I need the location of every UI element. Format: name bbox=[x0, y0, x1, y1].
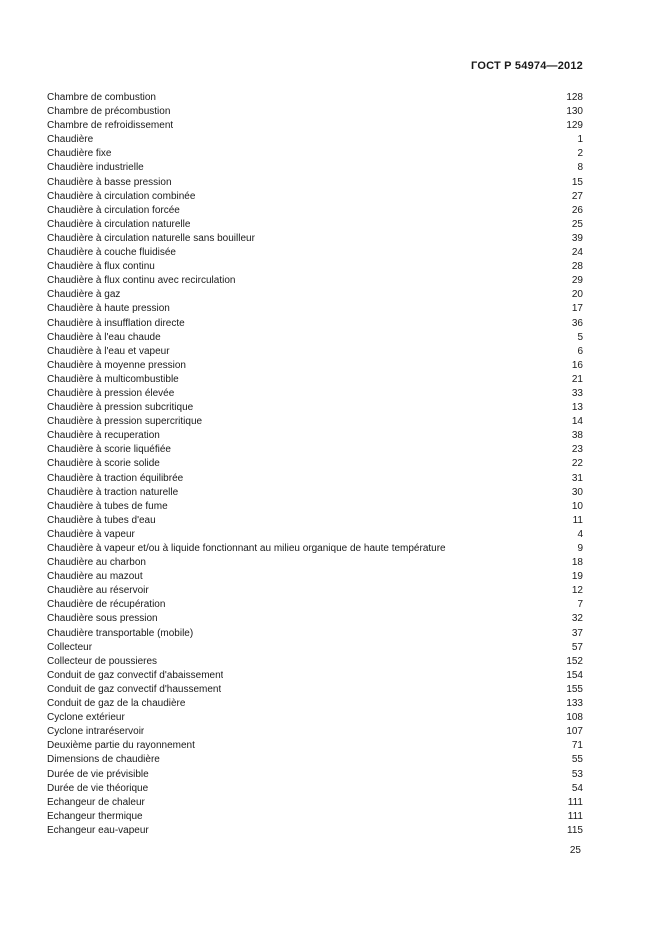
index-term: Chambre de précombustion bbox=[47, 106, 171, 118]
index-number: 16 bbox=[571, 359, 583, 371]
index-term: Chaudière à vapeur et/ou à liquide fonctionnant au milieu organique de haute température bbox=[47, 543, 446, 554]
index-term: Chambre de combustion bbox=[47, 92, 156, 103]
index-number: 108 bbox=[566, 712, 583, 724]
index-entry bbox=[47, 796, 583, 810]
index-entry bbox=[47, 768, 583, 782]
index-term: Cyclone extérieur bbox=[47, 712, 125, 724]
index-term: Chambre de refroidissement bbox=[47, 120, 174, 132]
index-term: Chaudière à basse pression bbox=[47, 176, 172, 188]
index-number: 18 bbox=[571, 557, 583, 569]
index-term: Chaudière à traction naturelle bbox=[47, 486, 179, 498]
index-term: Dimensions de chaudière bbox=[47, 754, 160, 766]
index-number: 23 bbox=[571, 444, 583, 456]
index-number: 11 bbox=[572, 514, 583, 526]
index-entry bbox=[47, 387, 583, 401]
index-entry bbox=[47, 204, 583, 218]
index-number: 31 bbox=[571, 472, 583, 484]
index-term: Chaudière de récupération bbox=[47, 599, 166, 611]
index-term: Chaudière à l'eau chaude bbox=[47, 331, 161, 343]
index-number: 10 bbox=[571, 500, 583, 512]
index-term: Chaudière au charbon bbox=[47, 557, 146, 569]
index-term: Collecteur bbox=[47, 641, 93, 653]
index-entry bbox=[47, 669, 583, 683]
index-entry bbox=[47, 401, 583, 415]
standard-header: ГОСТ Р 54974—2012 bbox=[471, 60, 583, 72]
index-number: 133 bbox=[566, 698, 583, 710]
index-term: Chaudière fixe bbox=[47, 148, 112, 160]
index-term: Conduit de gaz de la chaudière bbox=[47, 698, 186, 710]
index-number: 5 bbox=[577, 331, 583, 343]
index-entry bbox=[47, 302, 583, 316]
index-number: 57 bbox=[571, 641, 583, 653]
index-entry bbox=[47, 161, 583, 175]
index-entry bbox=[47, 528, 583, 542]
index-entry bbox=[47, 612, 583, 626]
index-term: Chaudière à l'eau et vapeur bbox=[47, 345, 170, 357]
alphabetical-index bbox=[47, 91, 583, 838]
index-entry bbox=[47, 556, 583, 570]
index-entry bbox=[47, 655, 583, 669]
index-number: 111 bbox=[567, 796, 583, 808]
index-entry bbox=[47, 753, 583, 767]
index-term: Chaudière à pression supercritique bbox=[47, 416, 203, 428]
index-entry bbox=[47, 472, 583, 486]
index-entry bbox=[47, 711, 583, 725]
index-number: 24 bbox=[571, 247, 583, 259]
index-term: Cyclone intraréservoir bbox=[47, 726, 145, 738]
index-term: Chaudière à scorie liquéfiée bbox=[47, 444, 171, 456]
index-entry bbox=[47, 91, 583, 105]
index-entry bbox=[47, 415, 583, 429]
index-number: 55 bbox=[571, 754, 583, 766]
index-entry bbox=[47, 683, 583, 697]
index-number: 33 bbox=[571, 387, 583, 399]
index-term: Chaudière à circulation combinée bbox=[47, 190, 196, 202]
index-number: 13 bbox=[571, 402, 583, 414]
index-term: Chaudière à flux continu avec recirculation bbox=[47, 275, 236, 287]
index-number: 28 bbox=[571, 261, 583, 273]
index-number: 154 bbox=[566, 669, 583, 681]
index-term: Collecteur de poussieres bbox=[47, 655, 158, 667]
index-term: Durée de vie prévisible bbox=[47, 768, 149, 780]
index-number: 9 bbox=[577, 543, 583, 554]
index-term: Echangeur thermique bbox=[47, 810, 143, 822]
index-number: 14 bbox=[571, 416, 583, 428]
index-entry bbox=[47, 105, 583, 119]
index-term: Durée de vie théorique bbox=[47, 782, 149, 794]
index-number: 22 bbox=[571, 458, 583, 470]
index-number: 27 bbox=[571, 190, 583, 202]
index-entry bbox=[47, 331, 583, 345]
index-number: 29 bbox=[571, 275, 583, 287]
index-number: 155 bbox=[566, 683, 583, 695]
index-term: Chaudière à pression élevée bbox=[47, 387, 175, 399]
index-entry bbox=[47, 598, 583, 612]
index-term: Chaudière à pression subcritique bbox=[47, 402, 194, 414]
index-entry bbox=[47, 176, 583, 190]
index-entry bbox=[47, 274, 583, 288]
index-number: 12 bbox=[571, 585, 583, 597]
index-entry bbox=[47, 359, 583, 373]
index-entry bbox=[47, 584, 583, 598]
index-term: Chaudière à recuperation bbox=[47, 430, 160, 442]
index-number: 19 bbox=[571, 571, 583, 583]
index-entry bbox=[47, 119, 583, 133]
index-number: 36 bbox=[571, 317, 583, 329]
index-term: Chaudière à gaz bbox=[47, 289, 121, 301]
index-entry bbox=[47, 317, 583, 331]
index-entry bbox=[47, 190, 583, 204]
index-term: Chaudière à scorie solide bbox=[47, 458, 160, 470]
index-entry bbox=[47, 542, 583, 556]
index-term: Deuxième partie du rayonnement bbox=[47, 740, 195, 752]
index-entry bbox=[47, 627, 583, 641]
index-number: 130 bbox=[566, 106, 583, 118]
index-number: 32 bbox=[571, 613, 583, 625]
index-entry bbox=[47, 725, 583, 739]
index-term: Chaudière à tubes de fume bbox=[47, 500, 168, 512]
index-entry bbox=[47, 373, 583, 387]
index-number: 39 bbox=[571, 232, 583, 244]
index-term: Conduit de gaz convectif d'haussement bbox=[47, 683, 222, 695]
index-term: Chaudière sous pression bbox=[47, 613, 158, 625]
index-number: 26 bbox=[571, 204, 583, 216]
index-entry bbox=[47, 429, 583, 443]
index-entry bbox=[47, 288, 583, 302]
index-number: 152 bbox=[566, 655, 583, 667]
index-number: 30 bbox=[571, 486, 583, 498]
index-number: 54 bbox=[571, 782, 583, 794]
index-term: Chaudière à haute pression bbox=[47, 303, 170, 315]
index-number: 8 bbox=[577, 162, 583, 174]
index-entry bbox=[47, 232, 583, 246]
index-term: Echangeur de chaleur bbox=[47, 796, 145, 808]
index-term: Chaudière bbox=[47, 134, 94, 146]
index-number: 21 bbox=[571, 373, 583, 385]
index-entry bbox=[47, 147, 583, 161]
index-number: 25 bbox=[571, 218, 583, 230]
index-number: 128 bbox=[566, 92, 583, 103]
index-entry bbox=[47, 810, 583, 824]
index-number: 71 bbox=[571, 740, 583, 752]
index-term: Chaudière à moyenne pression bbox=[47, 359, 186, 371]
index-number: 4 bbox=[577, 528, 583, 540]
index-term: Chaudière à circulation naturelle sans bouilleur bbox=[47, 232, 255, 244]
index-term: Chaudière à circulation naturelle bbox=[47, 218, 191, 230]
index-term: Chaudière à traction équilibrée bbox=[47, 472, 184, 484]
index-entry bbox=[47, 133, 583, 147]
index-entry bbox=[47, 824, 583, 838]
index-number: 115 bbox=[567, 824, 583, 836]
index-term: Chaudière au réservoir bbox=[47, 585, 149, 597]
index-entry bbox=[47, 500, 583, 514]
index-number: 129 bbox=[566, 120, 583, 132]
index-entry bbox=[47, 457, 583, 471]
index-term: Chaudière industrielle bbox=[47, 162, 144, 174]
page-number: 25 bbox=[569, 845, 581, 856]
index-entry bbox=[47, 345, 583, 359]
index-entry bbox=[47, 782, 583, 796]
index-term: Chaudière à tubes d'eau bbox=[47, 514, 156, 526]
index-term: Chaudière transportable (mobile) bbox=[47, 627, 194, 639]
index-entry bbox=[47, 486, 583, 500]
index-term: Chaudière à couche fluidisée bbox=[47, 247, 176, 259]
index-number: 17 bbox=[571, 303, 583, 315]
index-number: 1 bbox=[577, 134, 583, 146]
index-number: 53 bbox=[571, 768, 583, 780]
index-term: Chaudière à insufflation directe bbox=[47, 317, 185, 329]
index-entry bbox=[47, 218, 583, 232]
index-number: 37 bbox=[571, 627, 583, 639]
index-number: 111 bbox=[567, 810, 583, 822]
index-number: 2 bbox=[577, 148, 583, 160]
index-term: Chaudière à circulation forcée bbox=[47, 204, 180, 216]
index-entry bbox=[47, 246, 583, 260]
index-term: Chaudière à vapeur bbox=[47, 528, 135, 540]
index-entry bbox=[47, 260, 583, 274]
index-number: 107 bbox=[566, 726, 583, 738]
index-entry bbox=[47, 641, 583, 655]
index-entry bbox=[47, 514, 583, 528]
index-term: Echangeur eau-vapeur bbox=[47, 824, 149, 836]
index-term: Chaudière au mazout bbox=[47, 571, 143, 583]
index-number: 20 bbox=[571, 289, 583, 301]
index-entry bbox=[47, 697, 583, 711]
index-term: Chaudière à multicombustible bbox=[47, 373, 179, 385]
index-entry bbox=[47, 570, 583, 584]
index-term: Chaudière à flux continu bbox=[47, 261, 155, 273]
index-number: 38 bbox=[571, 430, 583, 442]
index-entry bbox=[47, 739, 583, 753]
index-term: Conduit de gaz convectif d'abaissement bbox=[47, 669, 224, 681]
index-number: 6 bbox=[577, 345, 583, 357]
index-entry bbox=[47, 443, 583, 457]
index-number: 7 bbox=[577, 599, 583, 611]
index-number: 15 bbox=[571, 176, 583, 188]
